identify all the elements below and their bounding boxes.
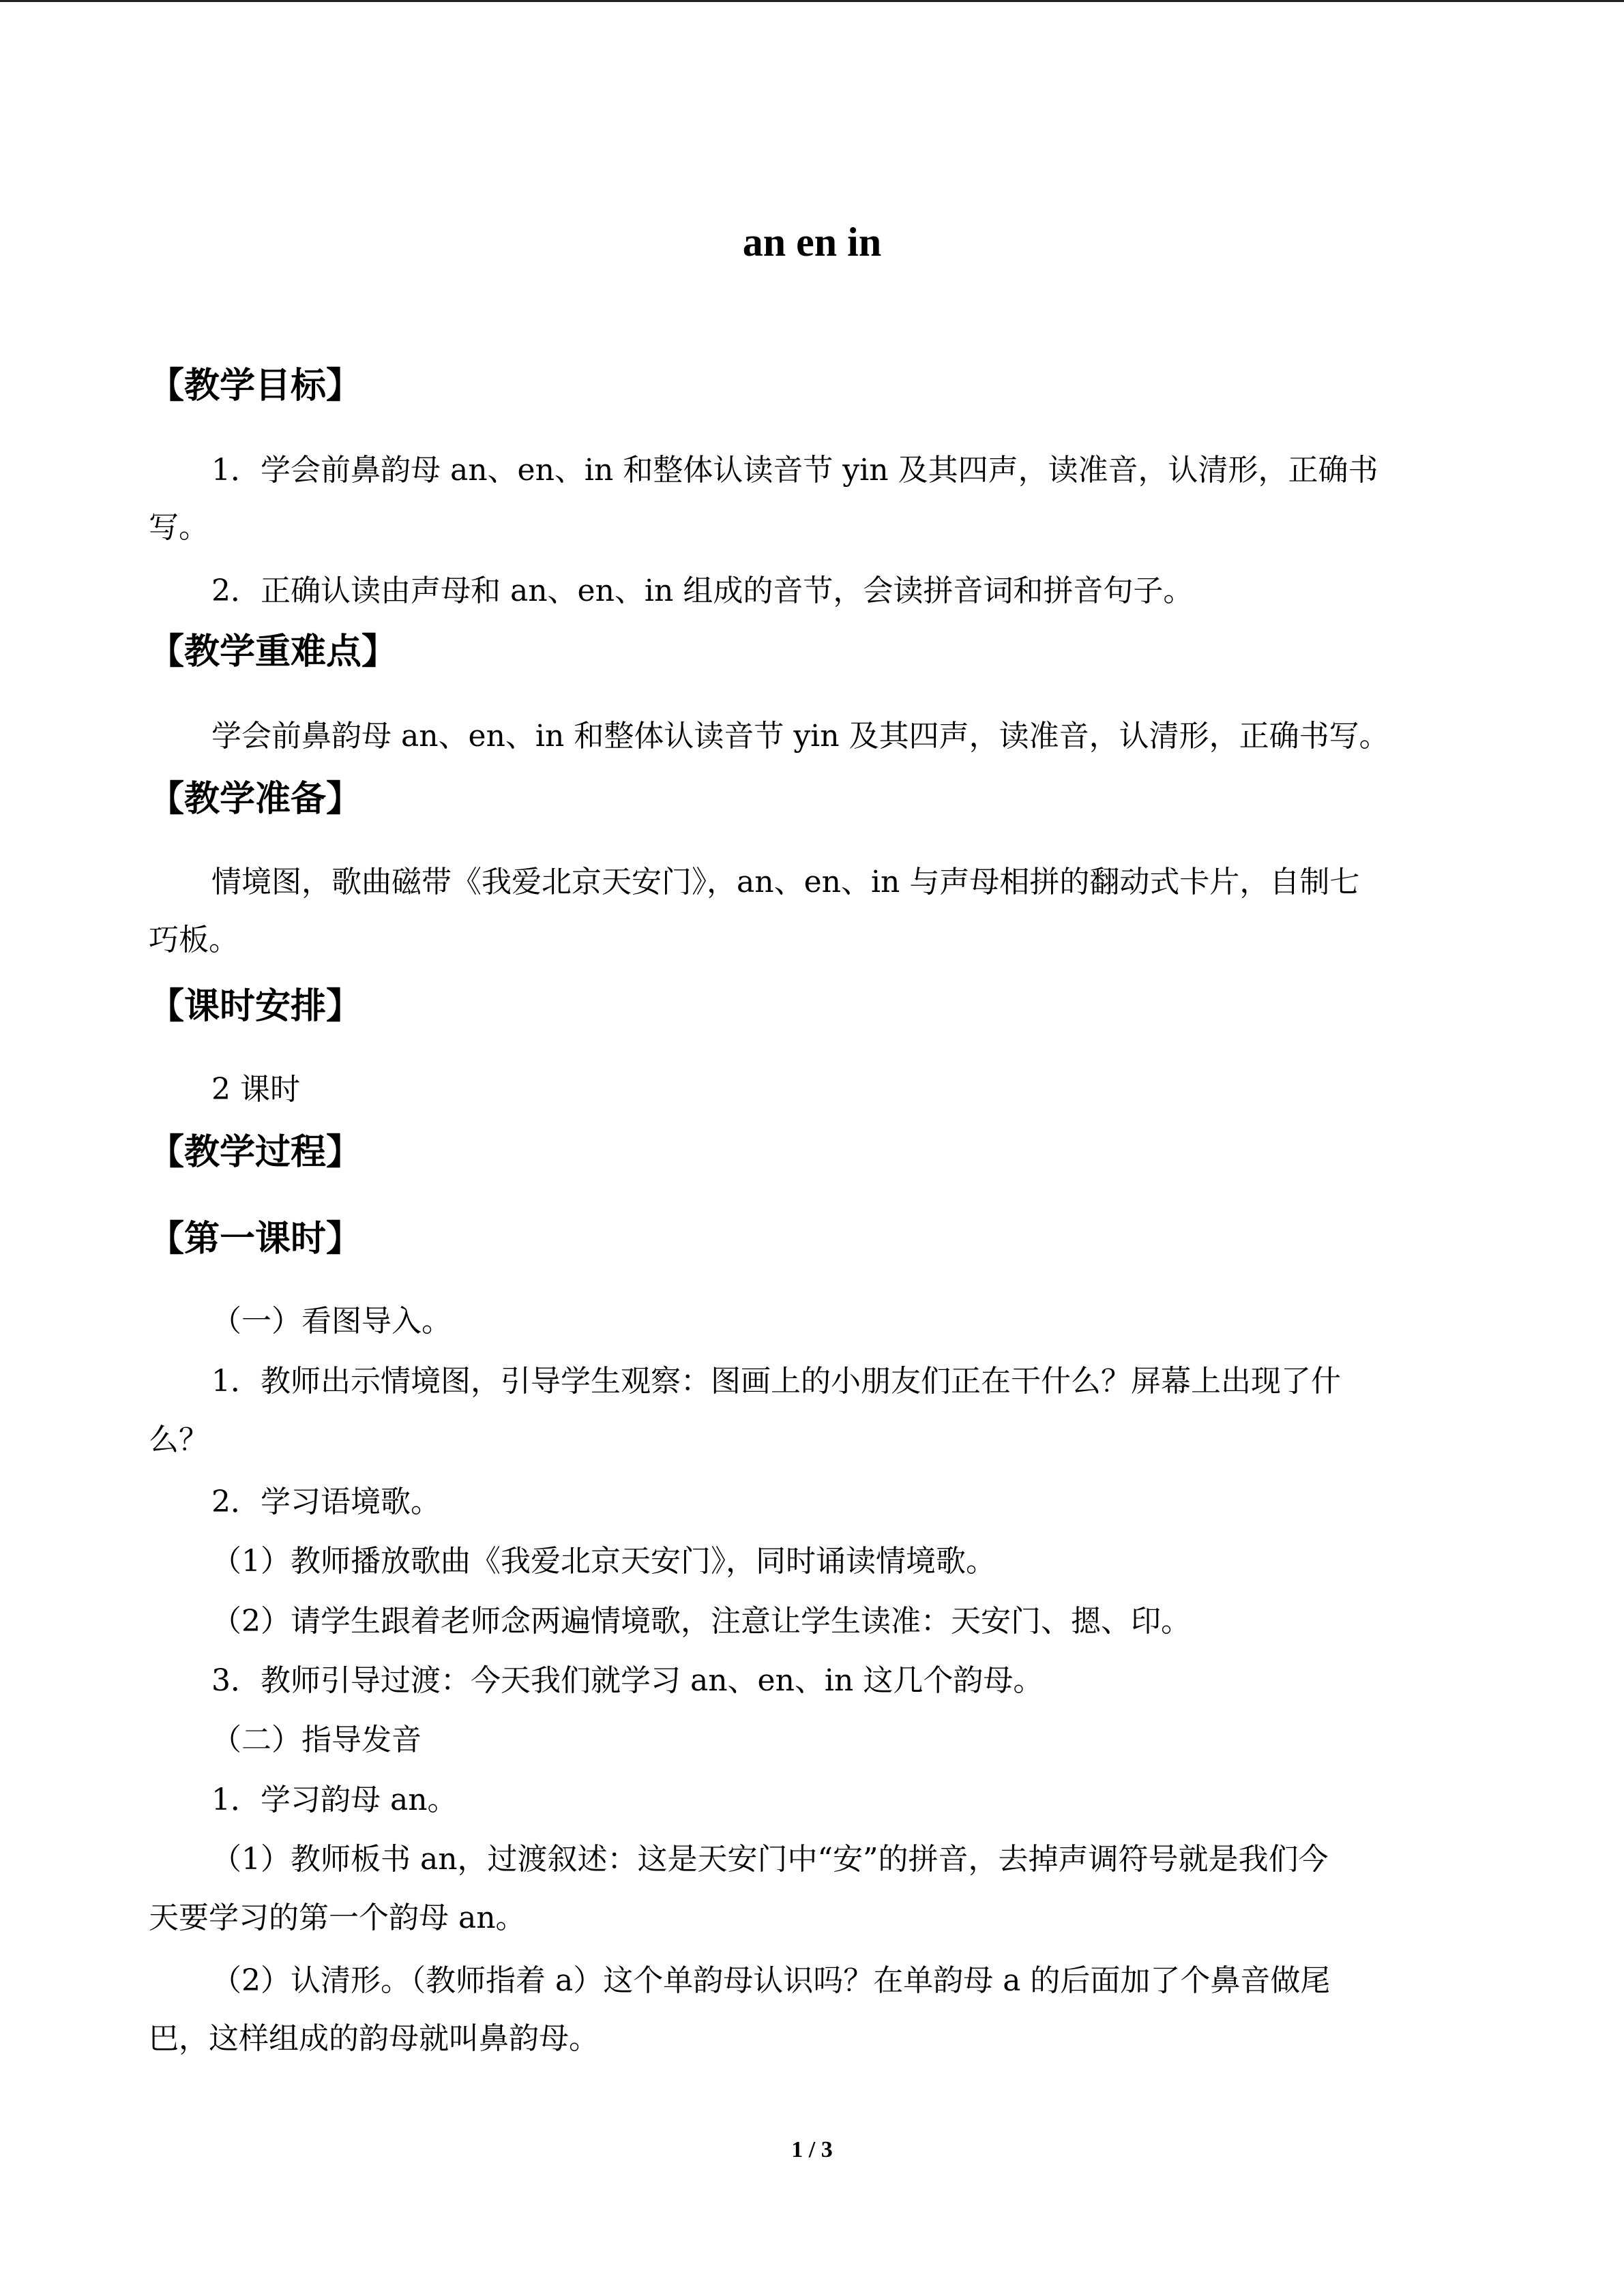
preparation-line-1: 情境图，歌曲磁带《我爱北京天安门》，an、en、in 与声母相拼的翻动式卡片，自制七 (211, 865, 1360, 899)
heading-preparation: 【教学准备】 (149, 779, 362, 820)
heading-schedule: 【课时安排】 (149, 986, 362, 1027)
section-2-title: （二）指导发音 (211, 1723, 422, 1757)
preparation-line-2: 巧板。 (149, 923, 239, 957)
step-2: 2．学习语境歌。 (211, 1485, 441, 1519)
objective-item-1-line-1: 1．学会前鼻韵母 an、en、in 和整体认读音节 yin 及其四声，读准音，认清形，正确书 (211, 453, 1378, 488)
objective-item-2: 2．正确认读由声母和 an、en、in 组成的音节，会读拼音词和拼音句子。 (211, 573, 1194, 608)
step-2-sub-1: （1）教师播放歌曲《我爱北京天安门》，同时诵读情境歌。 (211, 1544, 996, 1579)
page-number: 1 / 3 (791, 2137, 833, 2162)
step-3: 3．教师引导过渡：今天我们就学习 an、en、in 这几个韵母。 (211, 1663, 1044, 1698)
step-1-line-1: 1．教师出示情境图，引导学生观察：图画上的小朋友们正在干什么？屏幕上出现了什 (211, 1364, 1341, 1399)
learn-1-sub-1-line-1: （1）教师板书 an，过渡叙述：这是天安门中“安”的拼音，去掉声调符号就是我们今 (211, 1842, 1329, 1877)
step-1-line-2: 么？ (149, 1422, 209, 1457)
section-1-title: （一）看图导入。 (211, 1304, 452, 1339)
heading-process: 【教学过程】 (149, 1132, 362, 1173)
step-2-sub-2: （2）请学生跟着老师念两遍情境歌，注意让学生读准：天安门、摁、印。 (211, 1604, 1191, 1639)
schedule-text: 2 课时 (211, 1072, 300, 1107)
document-title: an en in (742, 220, 882, 265)
heading-lesson-one: 【第一课时】 (149, 1219, 362, 1259)
key-points-text: 学会前鼻韵母 an、en、in 和整体认读音节 yin 及其四声，读准音，认清形，正确书写。 (211, 719, 1389, 754)
objective-item-1-line-2: 写。 (149, 510, 209, 545)
learn-1-sub-2-line-1: （2）认清形。（教师指着 a）这个单韵母认识吗？在单韵母 a 的后面加了个鼻音做尾 (211, 1963, 1331, 1998)
learn-1: 1．学习韵母 an。 (211, 1783, 458, 1817)
heading-key-points: 【教学重难点】 (149, 631, 398, 672)
heading-objectives: 【教学目标】 (149, 366, 362, 406)
top-border-line (0, 0, 1624, 2)
learn-1-sub-2-line-2: 巴，这样组成的韵母就叫鼻韵母。 (149, 2021, 599, 2056)
learn-1-sub-1-line-2: 天要学习的第一个韵母 an。 (149, 1900, 526, 1935)
